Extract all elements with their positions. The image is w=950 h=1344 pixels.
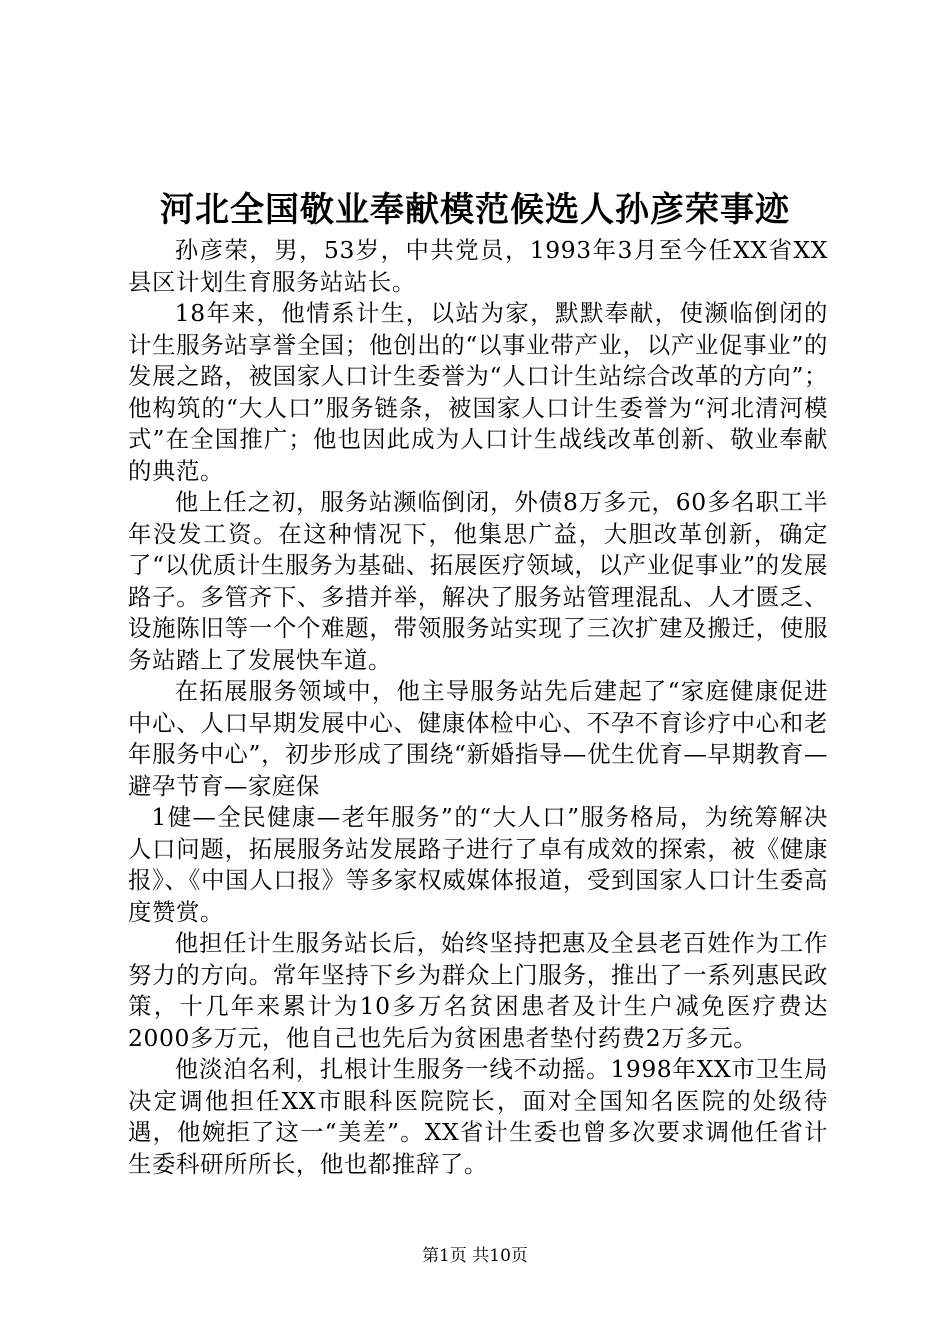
paragraph-service-expansion: 在拓展服务领域中，他主导服务站先后建起了“家庭健康促进中心、人口早期发展中心、健康体检中心、不孕不育诊疗中心和老年服务中心”，初步形成了围绕“新婚指导—优生优育—早期教育—避孕节育—家庭保 bbox=[128, 677, 828, 800]
paragraph-dedication: 他淡泊名利，扎根计生服务一线不动摇。1998年XX市卫生局决定调他担任XX市眼科医院院长，面对全国知名医院的处级待遇，他婉拒了这一“美差”。XX省计生委也曾多次要求调他任省计生委科研所所长，他也都推辞了。 bbox=[128, 1055, 828, 1178]
paragraph-public-benefit: 他担任计生服务站长后，始终坚持把惠及全县老百姓作为工作努力的方向。常年坚持下乡为群众上门服务，推出了一系列惠民政策，十几年来累计为10多万名贫困患者及计生户减免医疗费达2000多万元，他自己也先后为贫困患者垫付药费2万多元。 bbox=[128, 929, 828, 1052]
paragraph-reform: 他上任之初，服务站濒临倒闭，外债8万多元，60多名职工半年没发工资。在这种情况下，他集思广益，大胆改革创新，确定了“以优质计生服务为基础、拓展医疗领域，以产业促事业”的发展路子。多管齐下、多措并举，解决了服务站管理混乱、人才匮乏、设施陈旧等一个个难题，带领服务站实现了三次扩建及搬迁，使服务站踏上了发展快车道。 bbox=[128, 488, 828, 674]
page-number: 第1页 共10页 bbox=[422, 1246, 528, 1266]
paragraph-achievements: 18年来，他情系计生，以站为家，默默奉献，使濒临倒闭的计生服务站享誉全国；他创出的“以事业带产业，以产业促事业”的发展之路，被国家人口计生委誉为“人口计生站综合改革的方向”；他构筑的“大人口”服务链条，被国家人口计生委誉为“河北清河模式”在全国推广；他也因此成为人口计生战线改革创新、敬业奉献的典范。 bbox=[128, 299, 828, 485]
paragraph-service-pattern: 1健—全民健康—老年服务”的“大人口”服务格局，为统筹解决人口问题，拓展服务站发展路子进行了卓有成效的探索，被《健康报》、《中国人口报》等多家权威媒体报道，受到国家人口计生委高度赞赏。 bbox=[128, 803, 828, 926]
document-body bbox=[128, 235, 828, 1180]
document-title: 河北全国敬业奉献模范候选人孙彦荣事迹 bbox=[160, 190, 790, 230]
paragraph-intro: 孙彦荣，男，53岁，中共党员，1993年3月至今任XX省XX县区计划生育服务站站长。 bbox=[128, 236, 828, 296]
